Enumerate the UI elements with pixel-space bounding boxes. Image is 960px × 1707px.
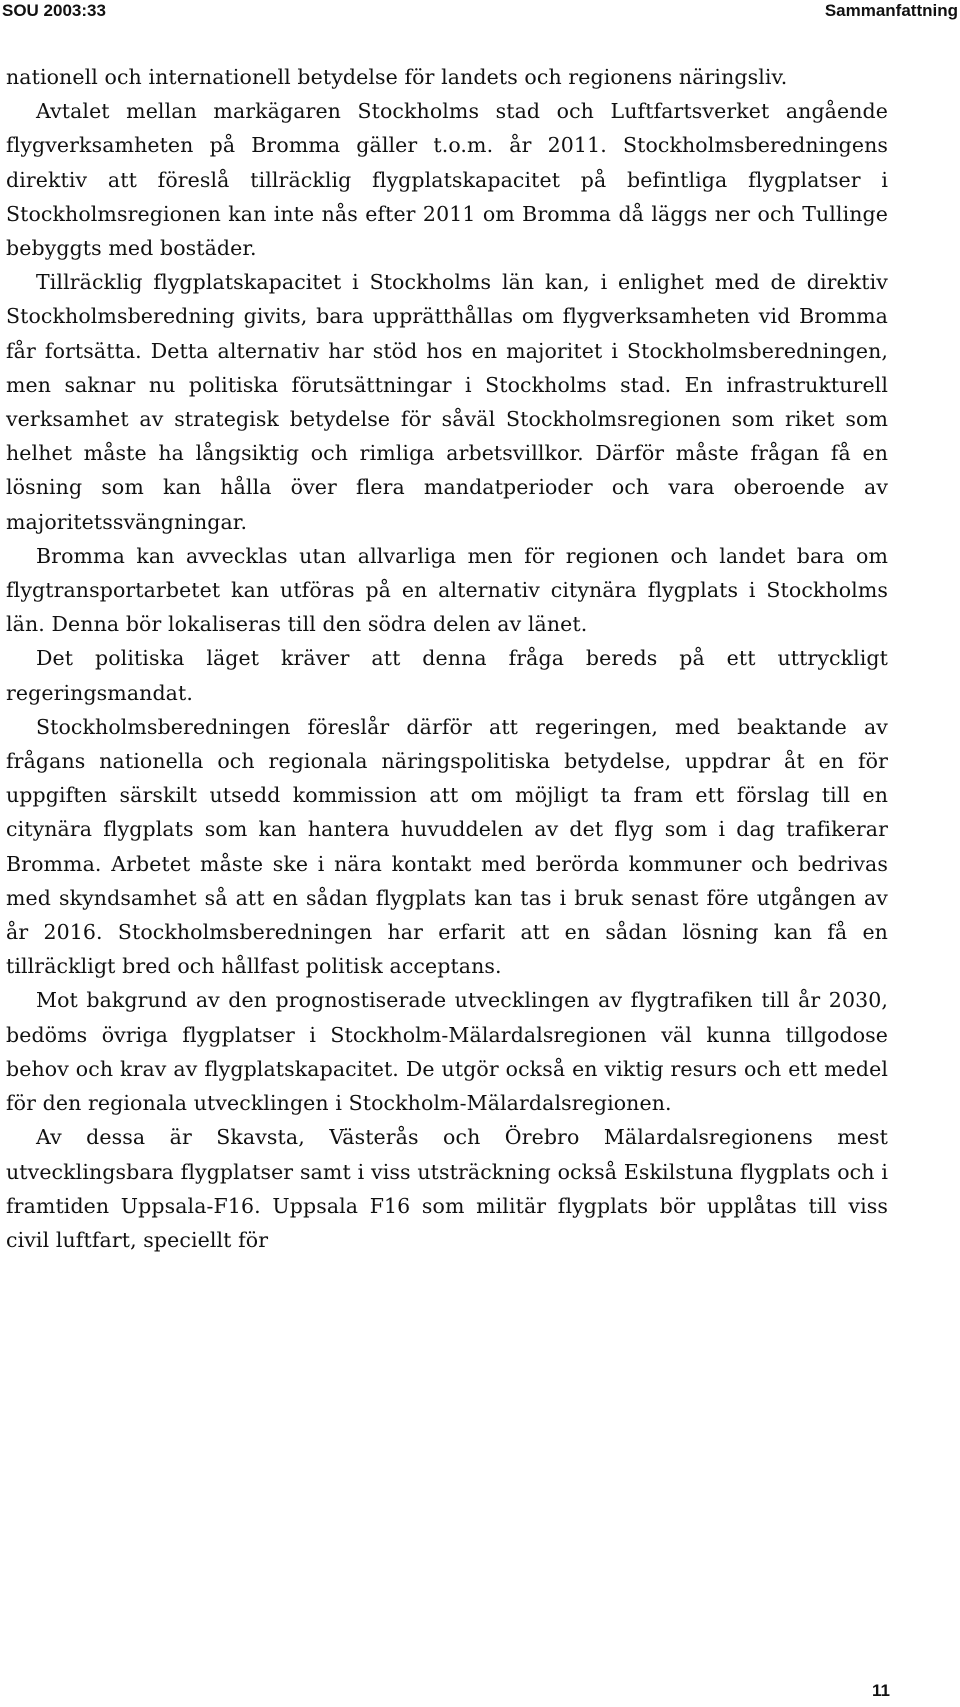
paragraph: Tillräcklig flygplatskapacitet i Stockholms län kan, i enlighet med de direktiv Stockholmsberedning givits, bara upprätthållas om flygverksamheten vid Bromma får fortsätta. Detta alternativ har stöd hos en majoritet i Stockholmsberedningen, men saknar nu politiska förutsättningar i Stockholms stad. En infrastrukturell verksamhet av strategisk betydelse för såväl Stockholmsregionen som riket som helhet måste ha långsiktig och rimliga arbetsvillkor. Därför måste frågan få en lösning som kan hålla över flera mandatperioder och vara oberoende av majoritetssvängningar. [6, 270, 888, 534]
paragraph: nationell och internationell betydelse för landets och regionens näringsliv. [6, 65, 788, 89]
paragraph: Av dessa är Skavsta, Västerås och Örebro Mälardalsregionens mest utvecklingsbara flygplatser samt i viss utsträckning också Eskilstuna flygplats och i framtiden Uppsala-F16. Uppsala F16 som militär flygplats bör upplåtas till viss civil luftfart, speciellt för [6, 1125, 888, 1252]
document-reference: SOU 2003:33 [2, 1, 106, 20]
section-title: Sammanfattning [824, 1, 958, 20]
paragraph: Bromma kan avvecklas utan allvarliga men för regionen och landet bara om flygtransportarbetet kan utföras på en alternativ citynära flygplats i Stockholms län. Denna bör lokaliseras till den södra delen av länet. [6, 543, 888, 637]
paragraph: Mot bakgrund av den prognostiserade utvecklingen av flygtrafiken till år 2030, bedöms övriga flygplatser i Stockholm-Mälardalsregionen väl kunna tillgodose behov och krav av flygplatskapacitet. De utgör också en viktig resurs och ett medel för den regionala utvecklingen i Stockholm-Mälardalsregionen. [6, 988, 888, 1116]
page-number: 11 [872, 1681, 890, 1700]
running-header [0, 0, 960, 22]
paragraph: Avtalet mellan markägaren Stockholms stad och Luftfartsverket angående flygverksamheten på Bromma gäller t.o.m. år 2011. Stockholmsberedningens direktiv att föreslå tillräcklig flygplatskapacitet på befintliga flygplatser i Stockholmsregionen kan inte nås efter 2011 om Bromma då läggs ner och Tullinge bebyggts med bostäder. [6, 99, 888, 261]
body-text [6, 60, 888, 1257]
paragraph: Det politiska läget kräver att denna fråga bereds på ett uttryckligt regeringsmandat. [6, 646, 888, 705]
paragraph: Stockholmsberedningen föreslår därför att regeringen, med beaktande av frågans nationella och regionala näringspolitiska betydelse, uppdrar åt en för uppgiften särskilt utsedd kommission att om möjligt ta fram ett förslag till en citynära flygplats som kan hantera huvuddelen av det flyg som i dag trafikerar Bromma. Arbetet måste ske i nära kontakt med berörda kommuner och bedrivas med skyndsamhet så att en sådan flygplats kan tas i bruk senast före utgången av år 2016. Stockholmsberedningen har erfarit att en sådan lösning kan få en tillräckligt bred och hållfast politisk acceptans. [6, 714, 888, 979]
